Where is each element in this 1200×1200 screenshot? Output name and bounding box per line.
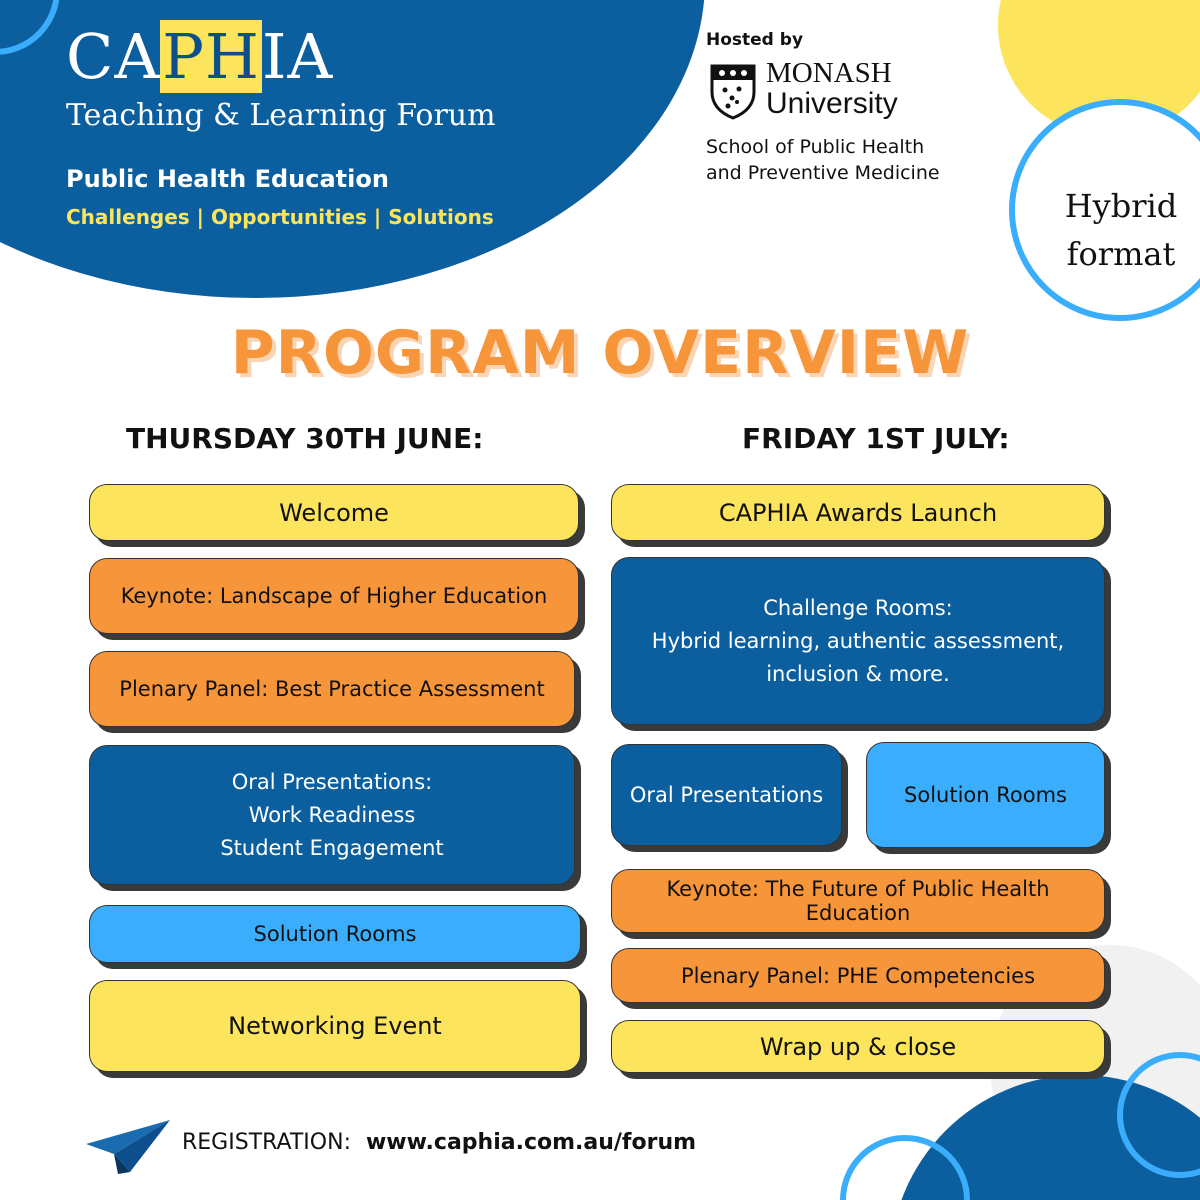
session-welcome <box>89 484 579 541</box>
session-label: Solution Rooms <box>904 783 1067 807</box>
hosted-by-label: Hosted by <box>706 30 804 50</box>
session-label: Plenary Panel: Best Practice Assessment <box>119 677 545 701</box>
bottom-blue-blob <box>890 1075 1200 1200</box>
forum-title: Teaching & Learning Forum <box>66 98 496 133</box>
session-line: Student Engagement <box>220 835 444 860</box>
monash-name: MONASH <box>766 57 892 89</box>
forum-tagline: Challenges | Opportunities | Solutions <box>66 205 494 229</box>
program-overview-heading: PROGRAM OVERVIEW <box>230 318 970 388</box>
registration-line <box>182 1130 696 1155</box>
monash-crest-icon <box>706 62 760 120</box>
session-label: Keynote: The Future of Public Health Education <box>666 877 1050 925</box>
session-line: Challenge Rooms: <box>763 595 953 620</box>
session-line: Hybrid learning, authentic assessment, <box>651 628 1065 653</box>
session-label: Welcome <box>279 498 389 527</box>
session-label: Networking Event <box>228 1012 442 1040</box>
session-keynote-future <box>611 869 1105 933</box>
school-name <box>706 134 996 186</box>
thursday-heading: THURSDAY 30TH JUNE: <box>126 422 484 455</box>
session-label: Plenary Panel: PHE Competencies <box>680 963 1036 988</box>
session-networking-event <box>89 980 581 1072</box>
school-line-1: School of Public Health <box>706 136 925 158</box>
session-challenge-rooms <box>611 557 1105 725</box>
session-label: CAPHIA Awards Launch <box>718 498 998 527</box>
registration-link[interactable]: www.caphia.com.au/forum <box>365 1130 697 1155</box>
session-label: Solution Rooms <box>253 922 417 946</box>
session-oral-presentations <box>89 745 575 885</box>
session-line: inclusion & more. <box>766 661 950 686</box>
paper-plane-icon <box>84 1118 174 1176</box>
badge-line-2: format <box>1066 235 1176 273</box>
logo-prefix: CA <box>66 20 161 93</box>
session-awards-launch <box>611 484 1105 541</box>
session-plenary-competencies <box>611 948 1105 1003</box>
forum-theme: Public Health Education <box>66 165 389 193</box>
session-solution-rooms <box>89 905 581 963</box>
session-label: Oral Presentations <box>629 783 824 807</box>
session-wrap-up <box>611 1020 1105 1073</box>
badge-line-1: Hybrid <box>1064 187 1178 225</box>
logo-suffix: IA <box>262 20 334 93</box>
session-oral-presentations <box>611 744 842 846</box>
session-line: Work Readiness <box>248 802 416 827</box>
session-label: Wrap up & close <box>759 1032 957 1061</box>
hybrid-format-badge <box>1026 182 1200 278</box>
caphia-logo <box>66 22 333 92</box>
university-word: University <box>766 87 898 120</box>
friday-heading: FRIDAY 1ST JULY: <box>742 422 1010 455</box>
session-keynote-landscape <box>89 558 579 634</box>
session-solution-rooms <box>866 742 1105 848</box>
session-label: Keynote: Landscape of Higher Education <box>120 584 548 608</box>
school-line-2: and Preventive Medicine <box>706 162 940 184</box>
logo-highlight: PH <box>162 20 261 93</box>
session-plenary-assessment <box>89 651 575 727</box>
registration-label: REGISTRATION: <box>182 1130 351 1155</box>
session-line: Oral Presentations: <box>231 769 433 794</box>
